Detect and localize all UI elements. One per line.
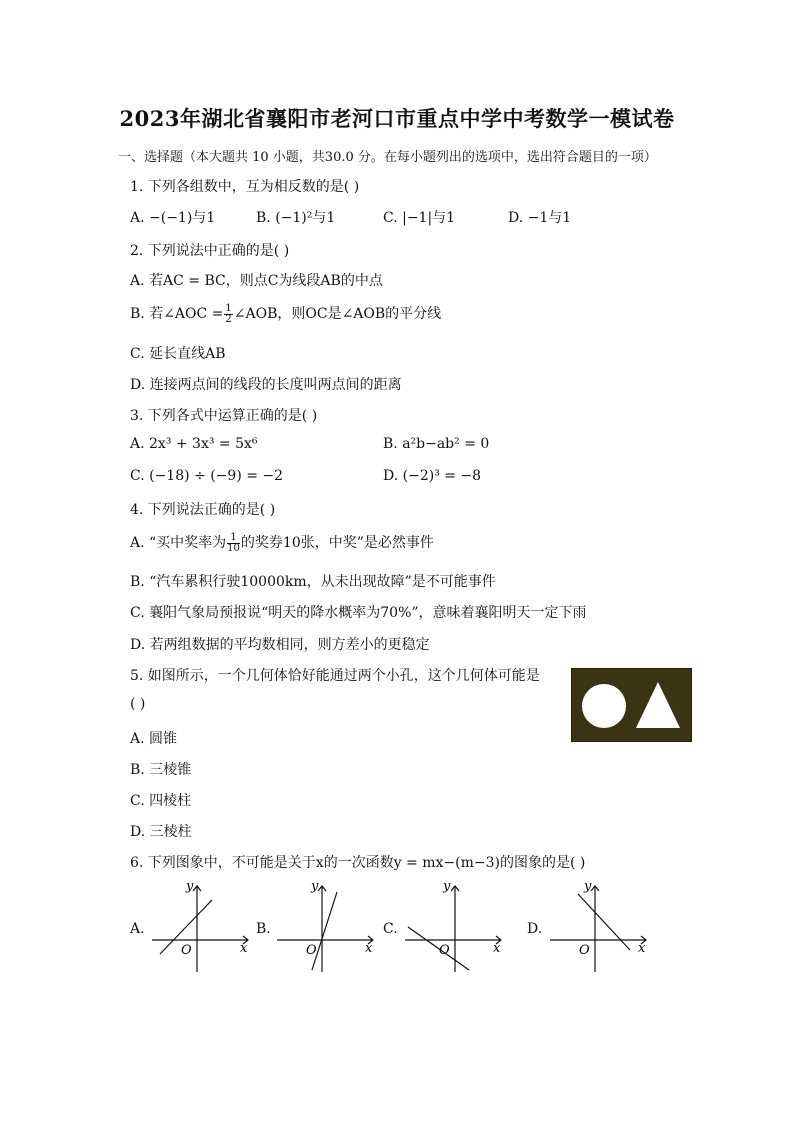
q1-option-c: C. |−1|与1	[383, 210, 456, 226]
q4-stem: 4. 下列说法正确的是( )	[130, 502, 276, 518]
origin-label: O	[306, 943, 317, 958]
function-line	[578, 894, 630, 950]
q6-option-d-label: D.	[527, 921, 543, 937]
q2-b-prefix: B. 若∠AOC =	[130, 306, 224, 322]
q4-a-numerator: 1	[227, 533, 240, 544]
q4-option-d: D. 若两组数据的平均数相同，则方差小的更稳定	[130, 637, 430, 653]
holes-figure	[571, 668, 692, 742]
x-label: x	[240, 941, 248, 956]
origin-label: O	[579, 943, 590, 958]
q5-paren: ( )	[130, 696, 146, 712]
q6-option-a-label: A.	[130, 921, 145, 937]
circle-hole	[582, 684, 626, 728]
q6-graph-a	[150, 880, 254, 974]
q6-graph-c	[403, 880, 507, 974]
q2-b-denominator: 2	[225, 313, 232, 325]
q2-option-b	[130, 303, 441, 325]
q2-b-fraction	[224, 304, 232, 325]
section-header: 一、选择题（本大题共 10 小题，共30.0 分。在每小题列出的选项中，选出符合题目的一项）	[118, 150, 657, 165]
y-label: y	[443, 880, 451, 894]
q4-a-suffix: 的奖券10张，中奖”是必然事件	[240, 535, 434, 551]
q3-option-c: C. (−18) ÷ (−9) = −2	[130, 468, 284, 484]
origin-label: O	[181, 943, 192, 958]
q4-option-b: B. “汽车累积行驶10000km，从未出现故障”是不可能事件	[130, 574, 496, 590]
q1-option-a: A. −(−1)与1	[130, 210, 216, 226]
q2-stem: 2. 下列说法中正确的是( )	[130, 243, 290, 259]
q3-stem: 3. 下列各式中运算正确的是( )	[130, 408, 318, 424]
x-label: x	[638, 941, 646, 956]
q1-option-d: D. −1与1	[508, 210, 572, 226]
q3-option-b: B. a²b−ab² = 0	[383, 436, 490, 452]
origin-label: O	[439, 943, 450, 958]
q6-option-b-label: B.	[256, 921, 271, 937]
q6-stem: 6. 下列图象中，不可能是关于x的一次函数y = mx−(m−3)的图象的是( )	[130, 855, 586, 871]
q5-option-d: D. 三棱柱	[130, 824, 192, 840]
q5-option-a: A. 圆锥	[130, 731, 178, 747]
q2-option-c: C. 延长直线AB	[130, 346, 226, 362]
q5-option-b: B. 三棱锥	[130, 762, 192, 778]
q4-a-denominator: 10	[227, 542, 240, 554]
x-label: x	[365, 941, 373, 956]
q1-option-b: B. (−1)²与1	[256, 210, 336, 226]
q6-option-c-label: C.	[383, 921, 398, 937]
q3-option-a: A. 2x³ + 3x³ = 5x⁶	[130, 436, 258, 452]
q5-option-c: C. 四棱柱	[130, 793, 192, 809]
q2-option-d: D. 连接两点间的线段的长度叫两点间的距离	[130, 377, 402, 393]
q5-stem: 5. 如图所示，一个几何体恰好能通过两个小孔，这个几何体可能是	[130, 668, 540, 684]
q3-option-d: D. (−2)³ = −8	[383, 468, 482, 484]
q1-stem: 1. 下列各组数中，互为相反数的是( )	[130, 179, 360, 195]
q4-option-c: C. 襄阳气象局预报说“明天的降水概率为70%”，意味着襄阳明天一定下雨	[130, 605, 587, 621]
y-label: y	[311, 880, 319, 894]
exam-title: 2023年湖北省襄阳市老河口市重点中学中考数学一模试卷	[119, 106, 675, 131]
q4-a-prefix: A. “买中奖率为	[130, 535, 227, 551]
y-label: y	[584, 880, 592, 894]
q6-graph-d	[548, 880, 652, 974]
q2-option-a: A. 若AC = BC，则点C为线段AB的中点	[130, 273, 383, 289]
function-line	[312, 892, 337, 970]
x-label: x	[493, 941, 501, 956]
q4-option-a	[130, 532, 434, 554]
q6-graph-b	[275, 880, 379, 974]
q4-a-fraction	[227, 533, 240, 554]
y-label: y	[186, 880, 194, 894]
q2-b-numerator: 1	[225, 302, 232, 314]
q2-b-suffix: ∠AOB，则OC是∠AOB的平分线	[233, 306, 442, 322]
